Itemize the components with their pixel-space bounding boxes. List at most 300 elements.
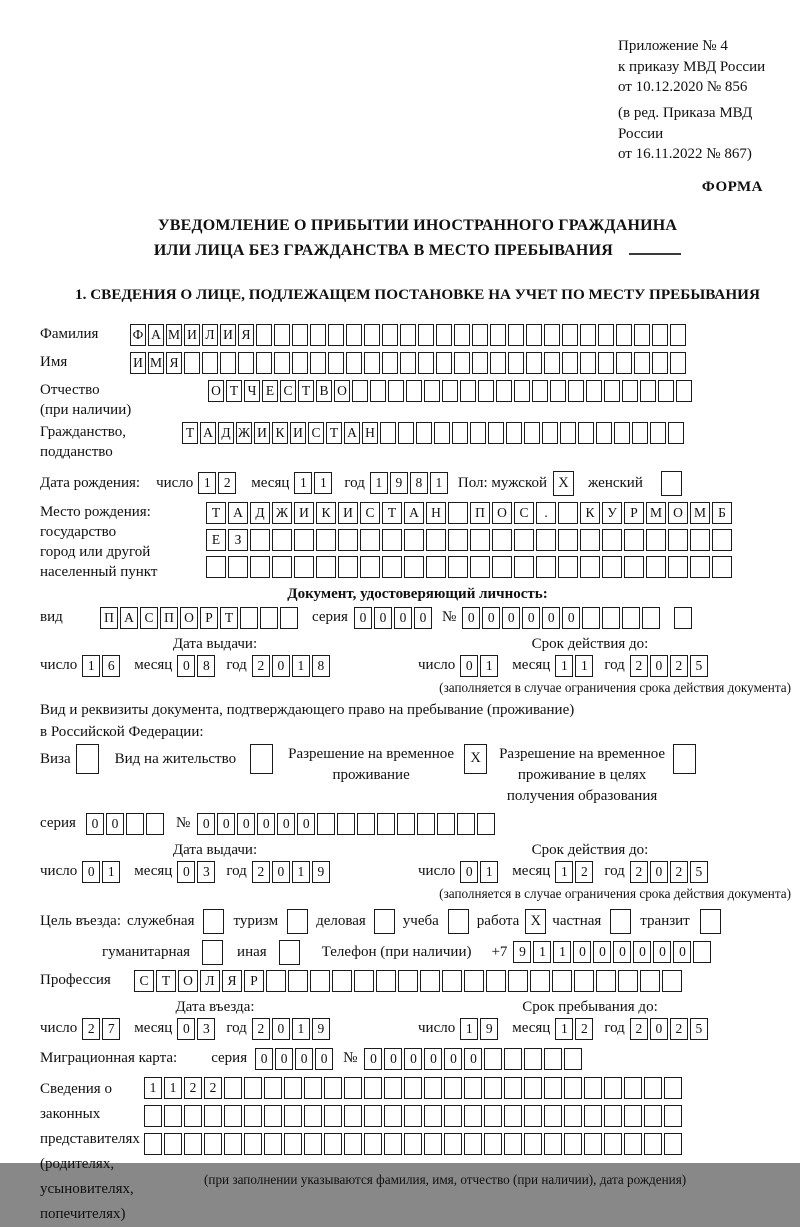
char-cell[interactable]: М <box>690 502 710 524</box>
char-cell[interactable] <box>357 813 375 835</box>
char-cell[interactable]: С <box>140 607 158 629</box>
char-cell[interactable]: 9 <box>312 861 330 883</box>
char-cell[interactable]: 2 <box>252 655 270 677</box>
purpose-rabota-checkbox[interactable]: X <box>525 909 546 934</box>
char-cell[interactable]: 0 <box>295 1048 313 1070</box>
char-cell[interactable] <box>457 813 475 835</box>
purpose-gumanitarnaya-checkbox[interactable] <box>202 940 223 965</box>
char-cell[interactable]: Я <box>222 970 242 992</box>
char-cell[interactable]: 2 <box>670 655 688 677</box>
char-cell[interactable]: 6 <box>102 655 120 677</box>
char-cell[interactable] <box>436 352 452 374</box>
char-cell[interactable] <box>418 352 434 374</box>
char-cell[interactable] <box>472 324 488 346</box>
purpose-inaya-checkbox[interactable] <box>279 940 300 965</box>
char-cell[interactable] <box>294 556 314 578</box>
char-cell[interactable]: И <box>220 324 236 346</box>
char-cell[interactable] <box>640 380 656 402</box>
char-cell[interactable] <box>436 324 452 346</box>
char-cell[interactable] <box>712 556 732 578</box>
char-cell[interactable]: 0 <box>653 941 671 963</box>
char-cell[interactable]: 0 <box>460 861 478 883</box>
char-cell[interactable] <box>642 607 660 629</box>
char-cell[interactable] <box>562 352 578 374</box>
char-cell[interactable]: В <box>316 380 332 402</box>
char-cell[interactable]: 0 <box>573 941 591 963</box>
char-cell[interactable] <box>580 556 600 578</box>
char-cell[interactable]: 0 <box>424 1048 442 1070</box>
char-cell[interactable] <box>558 529 578 551</box>
char-cell[interactable] <box>384 1105 402 1127</box>
char-cell[interactable] <box>504 1048 522 1070</box>
char-cell[interactable] <box>484 1105 502 1127</box>
char-cell[interactable] <box>560 422 576 444</box>
char-cell[interactable] <box>470 529 490 551</box>
char-cell[interactable]: 0 <box>522 607 540 629</box>
char-cell[interactable]: 0 <box>542 607 560 629</box>
char-cell[interactable]: 0 <box>414 607 432 629</box>
char-cell[interactable]: 0 <box>650 1018 668 1040</box>
char-cell[interactable] <box>602 556 622 578</box>
char-cell[interactable]: 0 <box>354 607 372 629</box>
char-cell[interactable]: 5 <box>690 861 708 883</box>
char-cell[interactable] <box>126 813 144 835</box>
char-cell[interactable]: Т <box>206 502 226 524</box>
char-cell[interactable] <box>690 529 710 551</box>
purpose-chastnaya-checkbox[interactable] <box>610 909 631 934</box>
char-cell[interactable] <box>632 422 648 444</box>
char-cell[interactable] <box>244 1133 262 1155</box>
char-cell[interactable] <box>514 556 534 578</box>
char-cell[interactable]: 0 <box>272 655 290 677</box>
char-cell[interactable] <box>526 352 542 374</box>
char-cell[interactable] <box>542 422 558 444</box>
char-cell[interactable] <box>492 556 512 578</box>
char-cell[interactable]: 1 <box>533 941 551 963</box>
char-cell[interactable] <box>574 970 594 992</box>
char-cell[interactable]: М <box>646 502 666 524</box>
char-cell[interactable]: К <box>316 502 336 524</box>
char-cell[interactable]: З <box>228 529 248 551</box>
char-cell[interactable] <box>690 556 710 578</box>
char-cell[interactable] <box>382 352 398 374</box>
char-cell[interactable]: 1 <box>292 1018 310 1040</box>
char-cell[interactable] <box>202 352 218 374</box>
char-cell[interactable] <box>562 324 578 346</box>
char-cell[interactable] <box>337 813 355 835</box>
char-cell[interactable] <box>338 556 358 578</box>
visa-checkbox[interactable] <box>76 744 99 774</box>
char-cell[interactable] <box>224 1133 242 1155</box>
char-cell[interactable]: 0 <box>374 607 392 629</box>
char-cell[interactable] <box>506 422 522 444</box>
char-cell[interactable]: 1 <box>294 472 312 494</box>
char-cell[interactable]: 1 <box>460 1018 478 1040</box>
char-cell[interactable] <box>616 324 632 346</box>
char-cell[interactable]: 0 <box>633 941 651 963</box>
char-cell[interactable]: А <box>404 502 424 524</box>
char-cell[interactable] <box>646 529 666 551</box>
char-cell[interactable] <box>398 422 414 444</box>
char-cell[interactable] <box>228 556 248 578</box>
char-cell[interactable]: О <box>492 502 512 524</box>
char-cell[interactable]: 1 <box>480 655 498 677</box>
char-cell[interactable]: 1 <box>555 1018 573 1040</box>
char-cell[interactable]: . <box>536 502 556 524</box>
temp-residence-edu-checkbox[interactable] <box>673 744 696 774</box>
purpose-delovaya-checkbox[interactable] <box>374 909 395 934</box>
char-cell[interactable]: 2 <box>184 1077 202 1099</box>
temp-residence-checkbox[interactable]: X <box>464 744 487 774</box>
char-cell[interactable] <box>614 422 630 444</box>
char-cell[interactable] <box>437 813 455 835</box>
char-cell[interactable]: О <box>668 502 688 524</box>
char-cell[interactable]: 1 <box>370 472 388 494</box>
char-cell[interactable]: И <box>184 324 200 346</box>
char-cell[interactable] <box>448 529 468 551</box>
char-cell[interactable]: 3 <box>197 1018 215 1040</box>
char-cell[interactable]: 2 <box>670 1018 688 1040</box>
char-cell[interactable]: У <box>602 502 622 524</box>
char-cell[interactable]: 2 <box>218 472 236 494</box>
char-cell[interactable]: Т <box>298 380 314 402</box>
char-cell[interactable]: К <box>272 422 288 444</box>
char-cell[interactable] <box>504 1133 522 1155</box>
char-cell[interactable] <box>568 380 584 402</box>
sex-male-checkbox[interactable]: X <box>553 471 574 496</box>
char-cell[interactable] <box>674 607 692 629</box>
residence-permit-checkbox[interactable] <box>250 744 273 774</box>
char-cell[interactable]: 0 <box>315 1048 333 1070</box>
char-cell[interactable] <box>406 380 422 402</box>
char-cell[interactable] <box>398 970 418 992</box>
char-cell[interactable]: К <box>580 502 600 524</box>
char-cell[interactable] <box>332 970 352 992</box>
char-cell[interactable] <box>144 1105 162 1127</box>
char-cell[interactable] <box>584 1077 602 1099</box>
char-cell[interactable] <box>658 380 674 402</box>
char-cell[interactable] <box>544 1105 562 1127</box>
char-cell[interactable] <box>477 813 495 835</box>
char-cell[interactable]: 1 <box>102 861 120 883</box>
char-cell[interactable] <box>280 607 298 629</box>
char-cell[interactable] <box>470 422 486 444</box>
char-cell[interactable] <box>310 352 326 374</box>
sex-female-checkbox[interactable] <box>661 471 682 496</box>
char-cell[interactable] <box>260 607 278 629</box>
char-cell[interactable]: И <box>130 352 146 374</box>
char-cell[interactable]: 0 <box>444 1048 462 1070</box>
char-cell[interactable] <box>652 352 668 374</box>
char-cell[interactable] <box>524 1048 542 1070</box>
char-cell[interactable] <box>404 556 424 578</box>
char-cell[interactable] <box>274 324 290 346</box>
char-cell[interactable] <box>272 529 292 551</box>
char-cell[interactable]: Е <box>262 380 278 402</box>
char-cell[interactable] <box>644 1077 662 1099</box>
char-cell[interactable] <box>670 352 686 374</box>
char-cell[interactable]: О <box>178 970 198 992</box>
char-cell[interactable] <box>388 380 404 402</box>
char-cell[interactable] <box>444 1077 462 1099</box>
char-cell[interactable] <box>602 607 620 629</box>
char-cell[interactable] <box>146 813 164 835</box>
char-cell[interactable]: 0 <box>650 655 668 677</box>
char-cell[interactable] <box>382 556 402 578</box>
char-cell[interactable]: С <box>134 970 154 992</box>
char-cell[interactable] <box>492 529 512 551</box>
char-cell[interactable] <box>464 1077 482 1099</box>
char-cell[interactable]: 8 <box>197 655 215 677</box>
char-cell[interactable] <box>416 422 432 444</box>
char-cell[interactable] <box>400 324 416 346</box>
char-cell[interactable] <box>596 970 616 992</box>
char-cell[interactable]: М <box>166 324 182 346</box>
char-cell[interactable] <box>328 352 344 374</box>
char-cell[interactable] <box>640 970 660 992</box>
char-cell[interactable]: 2 <box>670 861 688 883</box>
char-cell[interactable]: 0 <box>460 655 478 677</box>
char-cell[interactable] <box>634 352 650 374</box>
char-cell[interactable] <box>426 529 446 551</box>
char-cell[interactable] <box>670 324 686 346</box>
char-cell[interactable]: 1 <box>164 1077 182 1099</box>
char-cell[interactable] <box>382 529 402 551</box>
char-cell[interactable] <box>434 422 450 444</box>
char-cell[interactable]: 0 <box>297 813 315 835</box>
char-cell[interactable] <box>544 352 560 374</box>
char-cell[interactable] <box>404 1077 422 1099</box>
char-cell[interactable]: И <box>338 502 358 524</box>
char-cell[interactable]: 1 <box>480 861 498 883</box>
char-cell[interactable]: Т <box>382 502 402 524</box>
char-cell[interactable] <box>364 324 380 346</box>
char-cell[interactable] <box>420 970 440 992</box>
char-cell[interactable]: 0 <box>384 1048 402 1070</box>
char-cell[interactable] <box>624 1105 642 1127</box>
char-cell[interactable]: 2 <box>252 1018 270 1040</box>
char-cell[interactable]: 0 <box>404 1048 422 1070</box>
char-cell[interactable] <box>404 529 424 551</box>
char-cell[interactable] <box>224 1077 242 1099</box>
char-cell[interactable] <box>364 1105 382 1127</box>
char-cell[interactable]: Л <box>200 970 220 992</box>
char-cell[interactable]: 1 <box>575 655 593 677</box>
char-cell[interactable] <box>464 1105 482 1127</box>
char-cell[interactable] <box>514 529 534 551</box>
char-cell[interactable] <box>304 1105 322 1127</box>
char-cell[interactable] <box>508 352 524 374</box>
char-cell[interactable] <box>364 1077 382 1099</box>
char-cell[interactable]: 0 <box>364 1048 382 1070</box>
char-cell[interactable]: 2 <box>575 861 593 883</box>
char-cell[interactable]: Т <box>182 422 198 444</box>
char-cell[interactable] <box>564 1048 582 1070</box>
char-cell[interactable] <box>490 324 506 346</box>
char-cell[interactable]: 1 <box>314 472 332 494</box>
char-cell[interactable] <box>352 380 368 402</box>
char-cell[interactable] <box>400 352 416 374</box>
char-cell[interactable]: 2 <box>82 1018 100 1040</box>
char-cell[interactable]: 1 <box>82 655 100 677</box>
char-cell[interactable] <box>448 556 468 578</box>
char-cell[interactable]: Я <box>166 352 182 374</box>
char-cell[interactable] <box>580 352 596 374</box>
char-cell[interactable] <box>532 380 548 402</box>
char-cell[interactable] <box>464 1133 482 1155</box>
char-cell[interactable] <box>664 1133 682 1155</box>
char-cell[interactable]: 0 <box>82 861 100 883</box>
char-cell[interactable] <box>504 1077 522 1099</box>
char-cell[interactable]: С <box>280 380 296 402</box>
char-cell[interactable]: Н <box>426 502 446 524</box>
char-cell[interactable]: Т <box>326 422 342 444</box>
char-cell[interactable] <box>472 352 488 374</box>
char-cell[interactable] <box>344 1133 362 1155</box>
char-cell[interactable]: С <box>308 422 324 444</box>
char-cell[interactable] <box>558 556 578 578</box>
char-cell[interactable]: Т <box>226 380 242 402</box>
char-cell[interactable] <box>264 1133 282 1155</box>
char-cell[interactable] <box>578 422 594 444</box>
char-cell[interactable] <box>328 324 344 346</box>
char-cell[interactable] <box>664 1077 682 1099</box>
char-cell[interactable] <box>370 380 386 402</box>
char-cell[interactable] <box>464 970 484 992</box>
char-cell[interactable]: И <box>254 422 270 444</box>
char-cell[interactable] <box>646 556 666 578</box>
char-cell[interactable]: 0 <box>593 941 611 963</box>
char-cell[interactable] <box>544 1077 562 1099</box>
char-cell[interactable]: О <box>208 380 224 402</box>
char-cell[interactable] <box>484 1133 502 1155</box>
char-cell[interactable]: 2 <box>630 1018 648 1040</box>
char-cell[interactable]: А <box>148 324 164 346</box>
char-cell[interactable] <box>264 1077 282 1099</box>
char-cell[interactable]: П <box>470 502 490 524</box>
char-cell[interactable] <box>514 380 530 402</box>
char-cell[interactable]: М <box>148 352 164 374</box>
char-cell[interactable] <box>338 529 358 551</box>
char-cell[interactable] <box>256 352 272 374</box>
purpose-ucheba-checkbox[interactable] <box>448 909 469 934</box>
char-cell[interactable]: Ч <box>244 380 260 402</box>
char-cell[interactable] <box>256 324 272 346</box>
char-cell[interactable] <box>693 941 711 963</box>
char-cell[interactable] <box>486 970 506 992</box>
char-cell[interactable] <box>284 1105 302 1127</box>
char-cell[interactable]: 5 <box>690 1018 708 1040</box>
char-cell[interactable]: Т <box>156 970 176 992</box>
char-cell[interactable] <box>204 1133 222 1155</box>
char-cell[interactable]: 8 <box>312 655 330 677</box>
char-cell[interactable] <box>344 1105 362 1127</box>
char-cell[interactable] <box>618 970 638 992</box>
char-cell[interactable]: 1 <box>555 861 573 883</box>
char-cell[interactable] <box>284 1077 302 1099</box>
char-cell[interactable]: Р <box>200 607 218 629</box>
char-cell[interactable]: С <box>360 502 380 524</box>
char-cell[interactable] <box>442 380 458 402</box>
char-cell[interactable] <box>582 607 600 629</box>
char-cell[interactable] <box>272 556 292 578</box>
char-cell[interactable] <box>564 1077 582 1099</box>
char-cell[interactable]: И <box>290 422 306 444</box>
char-cell[interactable] <box>558 502 578 524</box>
char-cell[interactable] <box>324 1133 342 1155</box>
char-cell[interactable]: Е <box>206 529 226 551</box>
char-cell[interactable]: 0 <box>255 1048 273 1070</box>
char-cell[interactable] <box>624 1077 642 1099</box>
char-cell[interactable]: О <box>334 380 350 402</box>
char-cell[interactable]: 0 <box>613 941 631 963</box>
char-cell[interactable] <box>644 1105 662 1127</box>
char-cell[interactable] <box>650 422 666 444</box>
char-cell[interactable] <box>484 1048 502 1070</box>
char-cell[interactable] <box>288 970 308 992</box>
char-cell[interactable] <box>360 529 380 551</box>
purpose-turizm-checkbox[interactable] <box>287 909 308 934</box>
char-cell[interactable] <box>364 352 380 374</box>
char-cell[interactable] <box>316 556 336 578</box>
char-cell[interactable] <box>478 380 494 402</box>
char-cell[interactable] <box>452 422 468 444</box>
char-cell[interactable]: 2 <box>204 1077 222 1099</box>
char-cell[interactable]: 9 <box>390 472 408 494</box>
char-cell[interactable]: 0 <box>275 1048 293 1070</box>
char-cell[interactable] <box>624 556 644 578</box>
char-cell[interactable] <box>274 352 290 374</box>
char-cell[interactable] <box>652 324 668 346</box>
char-cell[interactable]: 0 <box>177 655 195 677</box>
char-cell[interactable] <box>417 813 435 835</box>
char-cell[interactable]: 2 <box>575 1018 593 1040</box>
char-cell[interactable]: Д <box>218 422 234 444</box>
char-cell[interactable] <box>490 352 506 374</box>
char-cell[interactable]: 0 <box>217 813 235 835</box>
char-cell[interactable]: 0 <box>650 861 668 883</box>
char-cell[interactable] <box>292 324 308 346</box>
char-cell[interactable] <box>292 352 308 374</box>
char-cell[interactable] <box>426 556 446 578</box>
char-cell[interactable] <box>544 324 560 346</box>
char-cell[interactable]: 0 <box>257 813 275 835</box>
char-cell[interactable] <box>364 1133 382 1155</box>
char-cell[interactable] <box>668 529 688 551</box>
char-cell[interactable] <box>310 324 326 346</box>
char-cell[interactable] <box>712 529 732 551</box>
char-cell[interactable] <box>602 529 622 551</box>
char-cell[interactable]: 0 <box>562 607 580 629</box>
char-cell[interactable]: И <box>294 502 314 524</box>
char-cell[interactable] <box>264 1105 282 1127</box>
char-cell[interactable] <box>424 1105 442 1127</box>
char-cell[interactable] <box>662 970 682 992</box>
char-cell[interactable]: 0 <box>502 607 520 629</box>
char-cell[interactable]: Ж <box>272 502 292 524</box>
char-cell[interactable] <box>454 324 470 346</box>
char-cell[interactable]: 0 <box>272 1018 290 1040</box>
char-cell[interactable] <box>552 970 572 992</box>
char-cell[interactable] <box>346 324 362 346</box>
char-cell[interactable] <box>598 324 614 346</box>
char-cell[interactable] <box>596 422 612 444</box>
char-cell[interactable] <box>508 324 524 346</box>
char-cell[interactable]: 2 <box>630 861 648 883</box>
char-cell[interactable] <box>184 1105 202 1127</box>
char-cell[interactable] <box>404 1133 422 1155</box>
char-cell[interactable] <box>418 324 434 346</box>
